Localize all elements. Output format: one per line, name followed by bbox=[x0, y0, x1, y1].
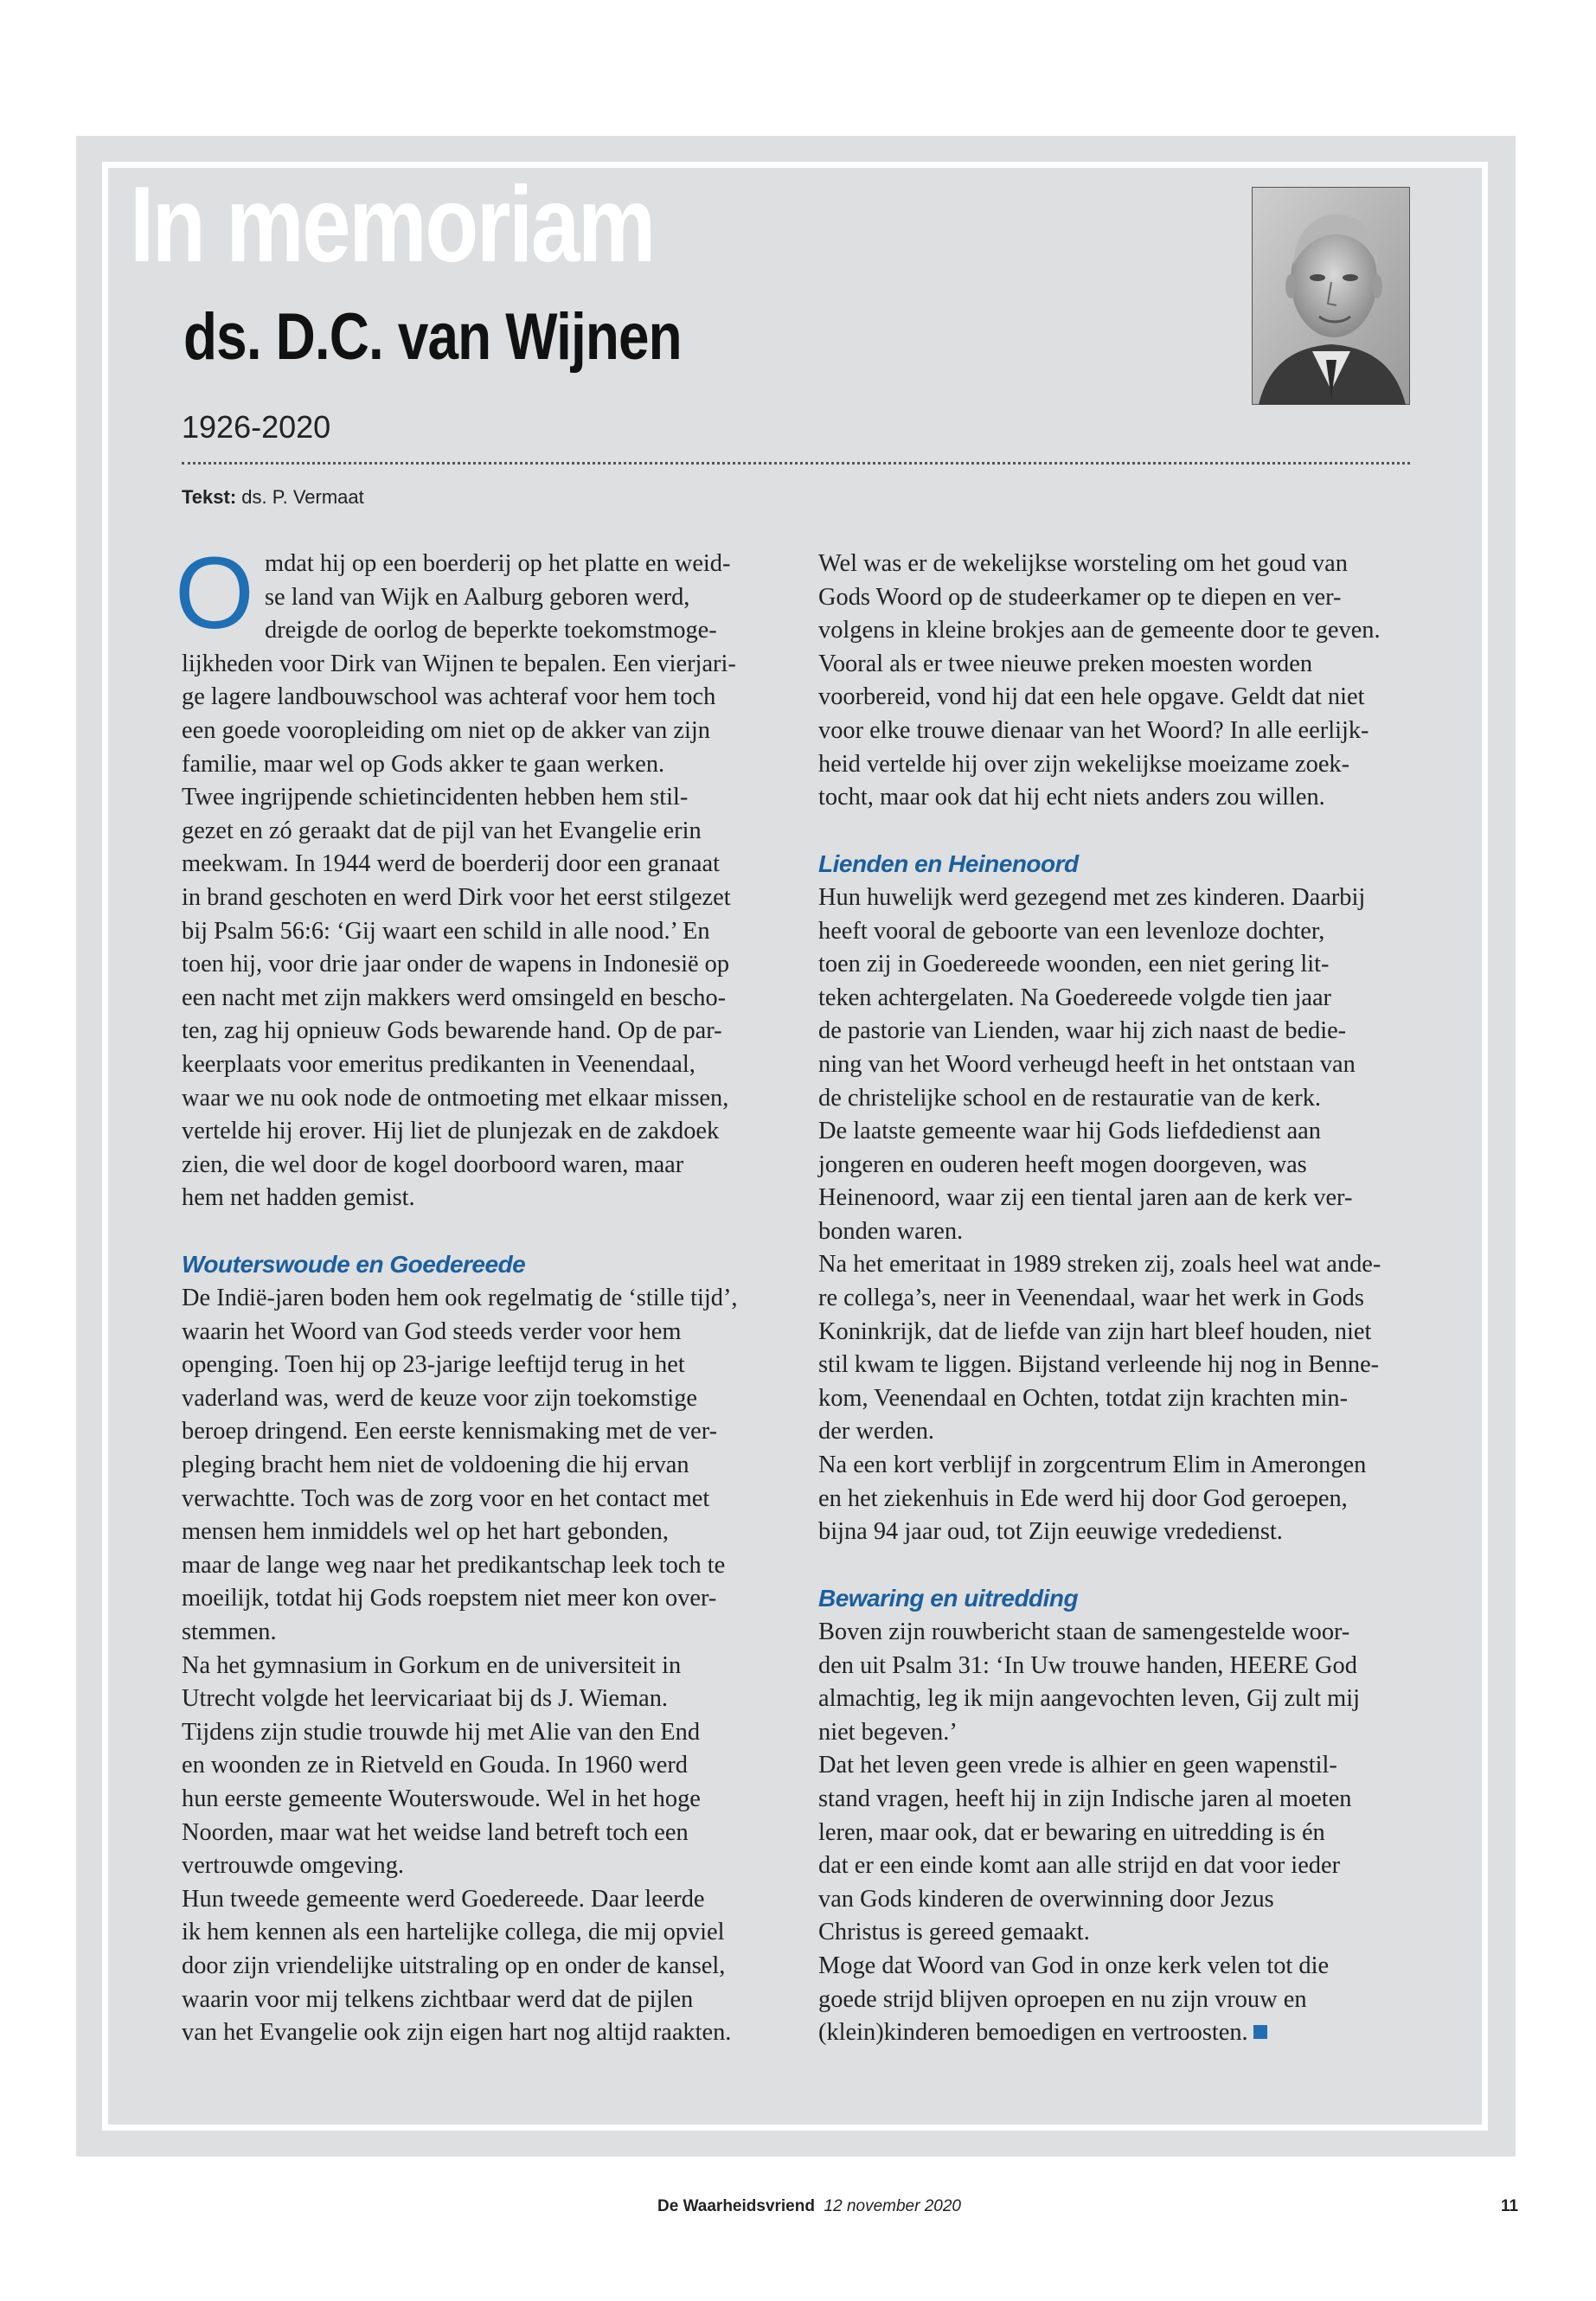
text-line: bij Psalm 56:6: ‘Gij waart een schild in alle nood.’ En bbox=[182, 917, 710, 945]
text-line: Utrecht volgde het leervicariaat bij ds J. Wieman. bbox=[182, 1685, 669, 1713]
section-text bbox=[182, 1282, 787, 2050]
text-line: toen zij in Goedereede woonden, een niet gering lit- bbox=[818, 951, 1330, 978]
text-line: Noorden, maar wat het weidse land betreft toch een bbox=[182, 1818, 689, 1846]
text-line: en het ziekenhuis in Ede werd hij door God geroepen, bbox=[818, 1484, 1348, 1512]
text-line: Vooral als er twee nieuwe preken moesten worden bbox=[818, 650, 1313, 677]
text-line: stand vragen, heeft hij in zijn Indische jaren al moeten bbox=[818, 1785, 1352, 1812]
text-line: en woonden ze in Rietveld en Gouda. In 1960 werd bbox=[182, 1752, 689, 1779]
text-line: Na een kort verblijf in zorgcentrum Elim in Amerongen bbox=[818, 1452, 1367, 1479]
drop-cap: O bbox=[175, 536, 254, 651]
text-line: Dat het leven geen vrede is alhier en geen wapenstil- bbox=[818, 1752, 1337, 1779]
text-line: der werden. bbox=[818, 1418, 934, 1445]
text-line: teken achtergelaten. Na Goedereede volgde tien jaar bbox=[818, 984, 1332, 1011]
text-line: ge lagere landbouwschool was achteraf voor hem toch bbox=[182, 683, 716, 711]
text-line: toen hij, voor drie jaar onder de wapens in Indonesië op bbox=[182, 951, 730, 978]
text-line: Christus is gereed gemaakt. bbox=[818, 1919, 1090, 1946]
text-line: stil kwam te liggen. Bijstand verleende hij nog in Benne- bbox=[818, 1351, 1380, 1379]
text-line-last bbox=[818, 2016, 1424, 2050]
text-line: heeft vooral de geboorte van een levenloze dochter, bbox=[818, 917, 1325, 945]
text-line: mdat hij op een boerderij op het platte en weid- bbox=[265, 550, 731, 577]
publication-name: De Waarheidsvriend bbox=[657, 2197, 815, 2215]
text-line: hun eerste gemeente Wouterswoude. Wel in het hoge bbox=[182, 1785, 701, 1812]
text-line: vertrouwde omgeving. bbox=[182, 1852, 405, 1880]
section-heading-wouterswoude: Wouterswoude en Goedereede bbox=[182, 1251, 526, 1279]
text-line: volgens in kleine brokjes aan de gemeente door te geven. bbox=[818, 617, 1381, 644]
text-line: ik hem kennen als een hartelijke collega, die mij opviel bbox=[182, 1919, 725, 1946]
text-line: den uit Psalm 31: ‘In Uw trouwe handen, HEERE God bbox=[818, 1651, 1357, 1679]
text-line: Heinenoord, waar zij een tiental jaren aan de kerk ver- bbox=[818, 1184, 1353, 1212]
text-line: een nacht met zijn makkers werd omsingeld en bescho- bbox=[182, 984, 727, 1011]
text-line: in brand geschoten en werd Dirk voor het eerst stilgezet bbox=[182, 883, 731, 911]
kicker-title: In memoriam bbox=[130, 165, 654, 285]
text-line: door zijn vriendelijke uitstraling op en onder de kansel, bbox=[182, 1952, 726, 1979]
text-line: Boven zijn rouwbericht staan de samengestelde woor- bbox=[818, 1618, 1350, 1645]
text-line: niet begeven.’ bbox=[818, 1718, 958, 1746]
issue-date: 12 november 2020 bbox=[824, 2197, 961, 2215]
text-line: Hun tweede gemeente werd Goedereede. Daar leerde bbox=[182, 1885, 705, 1913]
text-line: hem net hadden gemist. bbox=[182, 1184, 415, 1212]
deceased-name: ds. D.C. van Wijnen bbox=[183, 300, 682, 374]
text-line: lijkheden voor Dirk van Wijnen te bepalen. Een vierjari- bbox=[182, 650, 736, 677]
intro-text bbox=[182, 648, 787, 1215]
text-line: se land van Wijk en Aalburg geboren werd, bbox=[265, 583, 690, 611]
last-line-text: (klein)kinderen bemoedigen en vertroosten. bbox=[818, 2019, 1248, 2047]
text-line: Moge dat Woord van God in onze kerk velen tot die bbox=[818, 1952, 1330, 1979]
text-line: openging. Toen hij op 23-jarige leeftijd terug in het bbox=[182, 1351, 685, 1379]
text-line: jongeren en ouderen heeft mogen doorgeven, was bbox=[818, 1150, 1307, 1178]
text-line: vertelde hij erover. Hij liet de plunjezak en de zakdoek bbox=[182, 1118, 720, 1145]
section-text bbox=[818, 881, 1424, 1549]
text-line: de pastorie van Lienden, waar hij zich naast de bedie- bbox=[818, 1017, 1347, 1045]
text-line: pleging bracht hem niet de voldoening die hij ervan bbox=[182, 1452, 689, 1479]
section-heading-bewaring: Bewaring en uitredding bbox=[818, 1585, 1079, 1612]
text-line: mensen hem inmiddels wel op het hart gebonden, bbox=[182, 1518, 669, 1546]
text-line: heid vertelde hij over zijn wekelijkse moeizame zoek- bbox=[818, 750, 1350, 778]
right-column bbox=[818, 548, 1424, 2050]
text-line: voorbereid, vond hij dat een hele opgave. Geldt dat niet bbox=[818, 683, 1365, 711]
text-line: De laatste gemeente waar hij Gods liefdedienst aan bbox=[818, 1118, 1321, 1145]
text-line: Na het gymnasium in Gorkum en de universiteit in bbox=[182, 1651, 682, 1679]
spacer bbox=[182, 1215, 787, 1249]
text-line: stemmen. bbox=[182, 1618, 277, 1645]
text-line: meekwam. In 1944 werd de boerderij door een granaat bbox=[182, 850, 720, 878]
text-line: waar we nu ook node de ontmoeting met elkaar missen, bbox=[182, 1084, 729, 1112]
text-line: re collega’s, neer in Veenendaal, waar het werk in Gods bbox=[818, 1285, 1364, 1312]
portrait-photo bbox=[1252, 187, 1410, 405]
page-number: 11 bbox=[1501, 2197, 1519, 2215]
author-credit bbox=[182, 486, 364, 509]
text-line: Na het emeritaat in 1989 streken zij, zoals heel wat ande- bbox=[818, 1251, 1381, 1279]
section-heading-lienden: Lienden en Heinenoord bbox=[818, 850, 1079, 878]
text-line: moeilijk, totdat hij Gods roepstem niet meer kon over- bbox=[182, 1585, 717, 1612]
text-line: maar de lange weg naar het predikantschap leek toch te bbox=[182, 1551, 726, 1579]
text-line: tocht, maar ook dat hij echt niets anders zou willen. bbox=[818, 784, 1325, 811]
text-line: voor elke trouwe dienaar van het Woord? In alle eerlijk- bbox=[818, 716, 1369, 744]
text-line: bijna 94 jaar oud, tot Zijn eeuwige vrededienst. bbox=[818, 1518, 1283, 1546]
intro-text bbox=[818, 548, 1424, 815]
text-line: zien, die wel door de kogel doorboord waren, maar bbox=[182, 1150, 684, 1178]
text-line: kom, Veenendaal en Ochten, totdat zijn krachten min- bbox=[818, 1384, 1349, 1412]
text-line: waarin het Woord van God steeds verder voor hem bbox=[182, 1317, 682, 1345]
text-line: een goede vooropleiding om niet op de akker van zijn bbox=[182, 716, 710, 744]
text-line: keerplaats voor emeritus predikanten in Veenendaal, bbox=[182, 1050, 695, 1078]
text-line: dat er een einde komt aan alle strijd en dat voor ieder bbox=[818, 1852, 1341, 1880]
left-column bbox=[175, 536, 787, 2050]
text-line: De Indië-jaren boden hem ook regelmatig de ‘stille tijd’, bbox=[182, 1285, 738, 1312]
text-line: bonden waren. bbox=[818, 1217, 964, 1245]
text-line: verwachtte. Toch was de zorg voor en het contact met bbox=[182, 1484, 710, 1512]
text-line: van Gods kinderen de overwinning door Jezus bbox=[818, 1885, 1274, 1913]
text-line: beroep dringend. Een eerste kennismaking met de ver- bbox=[182, 1418, 718, 1445]
text-line: Wel was er de wekelijkse worsteling om het goud van bbox=[818, 550, 1348, 577]
spacer bbox=[818, 1549, 1424, 1583]
text-line: van het Evangelie ook zijn eigen hart nog altijd raakten. bbox=[182, 2019, 732, 2047]
text-line: goede strijd blijven oproepen en nu zijn vrouw en bbox=[818, 1985, 1307, 2013]
life-years: 1926-2020 bbox=[182, 409, 331, 445]
text-line: Twee ingrijpende schietincidenten hebben hem stil- bbox=[182, 784, 689, 811]
text-line: Tijdens zijn studie trouwde hij met Alie van den End bbox=[182, 1718, 701, 1746]
text-line: almachtig, leg ik mijn aangevochten leven, Gij zult mij bbox=[818, 1685, 1360, 1713]
text-line: waarin voor mij telkens zichtbaar werd dat de pijlen bbox=[182, 1985, 694, 2013]
text-line: Koninkrijk, dat de liefde van zijn hart bleef houden, niet bbox=[818, 1317, 1372, 1345]
text-line: ten, zag hij opnieuw Gods bewarende hand. Op de par- bbox=[182, 1017, 722, 1045]
text-line: Hun huwelijk werd gezegend met zes kinderen. Daarbij bbox=[818, 883, 1366, 911]
credit-label: Tekst: bbox=[182, 486, 237, 508]
section-text bbox=[818, 1616, 1424, 2050]
text-line: gezet en zó geraakt dat de pijl van het Evangelie erin bbox=[182, 817, 702, 844]
text-line: familie, maar wel op Gods akker te gaan werken. bbox=[182, 750, 665, 778]
text-line: leren, maar ook, dat er bewaring en uitredding is én bbox=[818, 1818, 1325, 1846]
dotted-divider bbox=[182, 462, 1410, 465]
footer-masthead bbox=[657, 2197, 961, 2216]
spacer bbox=[818, 815, 1424, 849]
text-line: Gods Woord op de studeerkamer op te diepen en ver- bbox=[818, 583, 1342, 611]
intro-paragraph-start bbox=[175, 536, 787, 651]
end-mark-icon bbox=[1253, 2025, 1267, 2039]
text-line: ning van het Woord verheugd heeft in het ontstaan van bbox=[818, 1050, 1356, 1078]
text-line: dreigde de oorlog de beperkte toekomstmoge- bbox=[265, 617, 717, 644]
text-line: vaderland was, werd de keuze voor zijn toekomstige bbox=[182, 1384, 697, 1412]
credit-author: ds. P. Vermaat bbox=[241, 486, 364, 508]
text-line: de christelijke school en de restauratie van de kerk. bbox=[818, 1084, 1321, 1112]
